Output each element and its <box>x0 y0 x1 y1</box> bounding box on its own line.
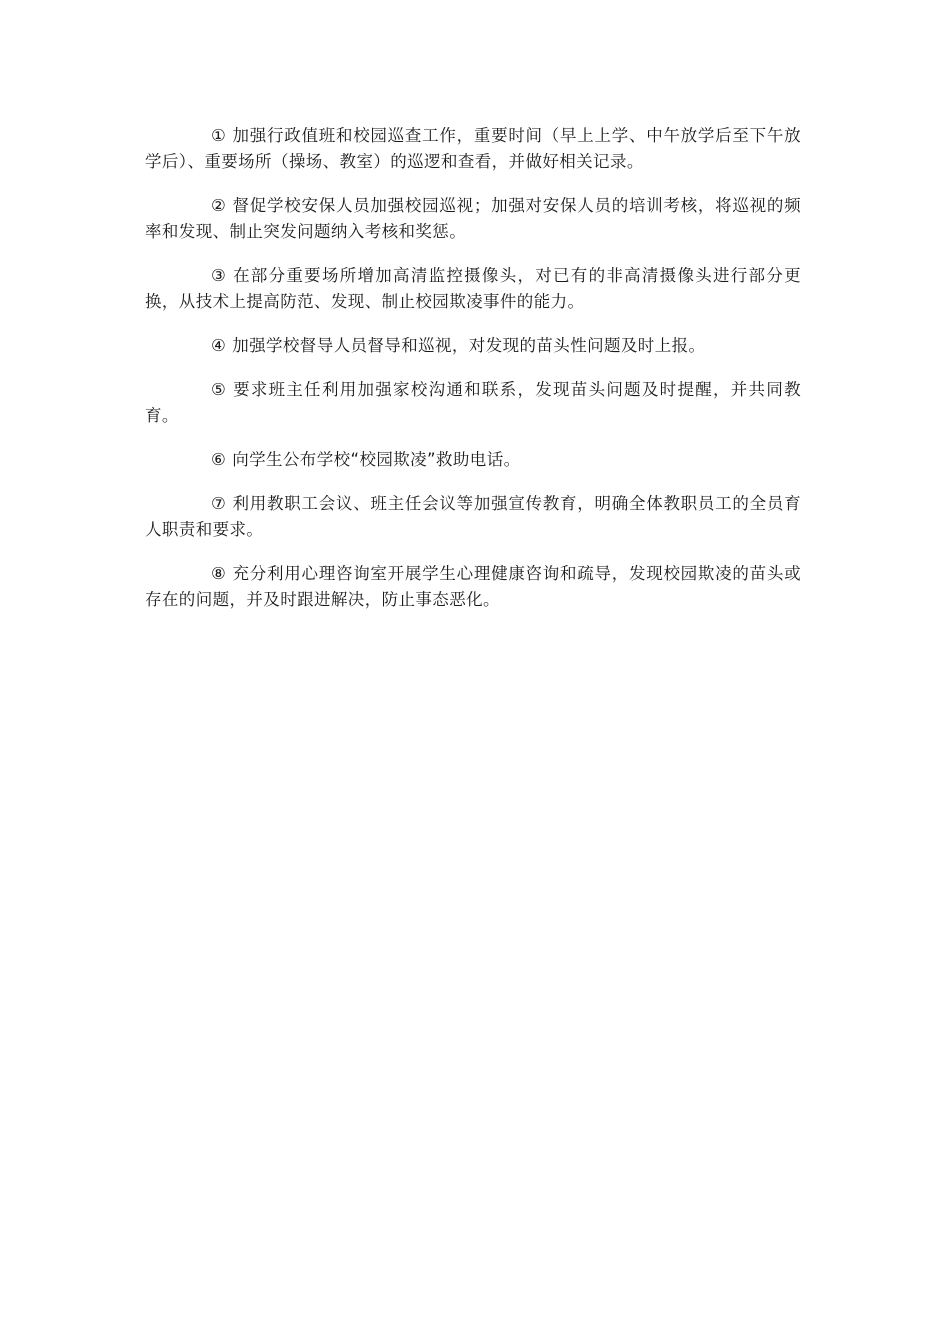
item-number: ⑧ <box>211 564 227 583</box>
item-number: ③ <box>211 266 227 285</box>
item-text: 利用教职工会议、班主任会议等加强宣传教育，明确全体教职员工的全员育人职责和要求。 <box>145 494 801 539</box>
document-body <box>145 123 801 631</box>
list-item <box>145 263 801 315</box>
list-item <box>145 193 801 245</box>
item-text: 加强学校督导人员督导和巡视，对发现的苗头性问题及时上报。 <box>232 336 706 355</box>
item-text: 督促学校安保人员加强校园巡视；加强对安保人员的培训考核，将巡视的频率和发现、制止突发问题纳入考核和奖惩。 <box>145 196 801 241</box>
item-text: 在部分重要场所增加高清监控摄像头，对已有的非高清摄像头进行部分更换，从技术上提高防范、发现、制止校园欺凌事件的能力。 <box>145 266 801 311</box>
list-item <box>145 333 801 359</box>
item-number: ② <box>211 196 227 215</box>
item-number: ④ <box>211 336 227 355</box>
item-text: 向学生公布学校“校园欺凌”救助电话。 <box>232 450 521 469</box>
item-number: ⑤ <box>211 380 227 399</box>
item-number: ⑦ <box>211 494 227 513</box>
item-text: 加强行政值班和校园巡查工作，重要时间（早上上学、中午放学后至下午放学后）、重要场所（操场、教室）的巡逻和查看，并做好相关记录。 <box>145 126 801 171</box>
list-item <box>145 123 801 175</box>
list-item <box>145 447 801 473</box>
item-text: 充分利用心理咨询室开展学生心理健康咨询和疏导，发现校园欺凌的苗头或存在的问题，并及时跟进解决，防止事态恶化。 <box>145 564 801 609</box>
list-item <box>145 377 801 429</box>
list-item <box>145 491 801 543</box>
item-number: ① <box>211 126 227 145</box>
list-item <box>145 561 801 613</box>
item-number: ⑥ <box>211 450 227 469</box>
item-text: 要求班主任利用加强家校沟通和联系，发现苗头问题及时提醒，并共同教育。 <box>145 380 801 425</box>
